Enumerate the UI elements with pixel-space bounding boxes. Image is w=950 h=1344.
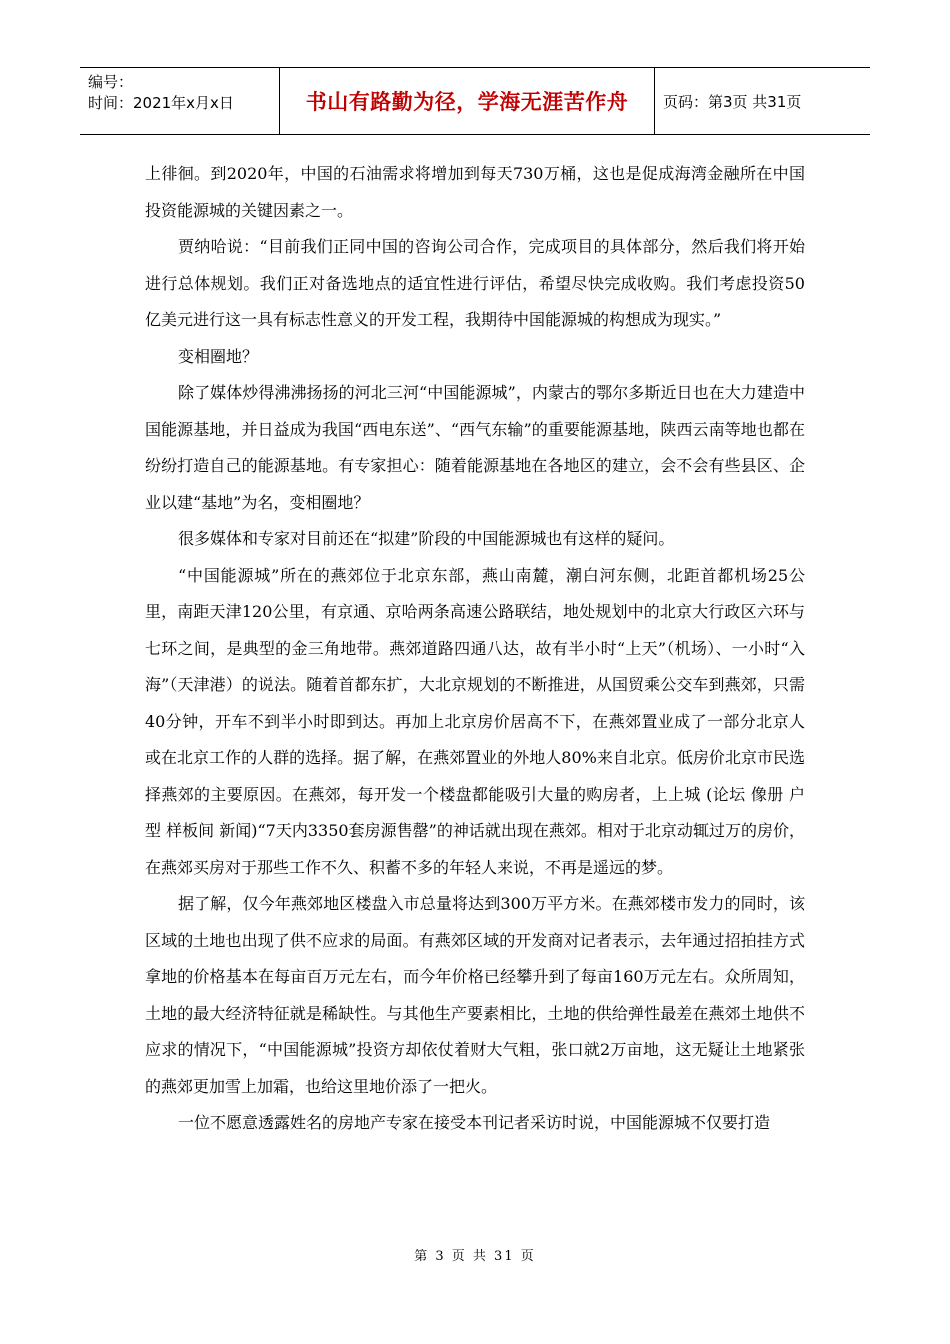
paragraph: 贾纳哈说：“目前我们正同中国的咨询公司合作，完成项目的具体部分，然后我们将开始进行总体规划。我们正对备选地点的适宜性进行评估，希望尽快完成收购。我们考虑投资50亿美元进行这一具有标志性意义的开发工程，我期待中国能源城的构想成为现实。”: [145, 237, 805, 329]
header-page-cell: [655, 68, 870, 134]
header-page-code: 页码：第3页 共31页: [663, 92, 802, 111]
paragraph: 很多媒体和专家对目前还在“拟建”阶段的中国能源城也有这样的疑问。: [178, 529, 675, 548]
document-date: 时间：2021年x月x日: [88, 94, 234, 112]
page-header: [80, 67, 870, 135]
document-number: 编号：: [88, 73, 134, 91]
paragraph: 一位不愿意透露姓名的房地产专家在接受本刊记者采访时说，中国能源城不仅要打造: [178, 1113, 771, 1132]
paragraph: 据了解，仅今年燕郊地区楼盘入市总量将达到300万平方米。在燕郊楼市发力的同时，该区域的土地也出现了供不应求的局面。有燕郊区域的开发商对记者表示，去年通过招拍挂方式拿地的价格基本在每亩百万元左右，而今年价格已经攀升到了每亩160万元左右。众所周知，土地的最大经济特征就是稀缺性。与其他生产要素相比，土地的供给弹性最差在燕郊土地供不应求的情况下，“中国能源城”投资方却依仗着财大气粗，张口就2万亩地，这无疑让土地紧张的燕郊更加雪上加霜，也给这里地价添了一把火。: [145, 894, 805, 1096]
header-motto-cell: [280, 68, 655, 134]
paragraph: 除了媒体炒得沸沸扬扬的河北三河“中国能源城”，内蒙古的鄂尔多斯近日也在大力建造中国能源基地，并日益成为我国“西电东送”、“西气东输”的重要能源基地，陕西云南等地也都在纷纷打造自己的能源基地。有专家担心：随着能源基地在各地区的建立，会不会有些县区、企业以建“基地”为名，变相圈地？: [145, 383, 805, 512]
paragraph: “中国能源城”所在的燕郊位于北京东部，燕山南麓，潮白河东侧，北距首都机场25公里，南距天津120公里，有京通、京哈两条高速公路联结，地处规划中的北京大行政区六环与七环之间，是典型的金三角地带。燕郊道路四通八达，故有半小时“上天”（机场）、一小时“入海”（天津港）的说法。随着首都东扩，大北京规划的不断推进，从国贸乘公交车到燕郊，只需40分钟，开车不到半小时即到达。再加上北京房价居高不下，在燕郊置业成了一部分北京人或在北京工作的人群的选择。据了解，在燕郊置业的外地人80%来自北京。低房价北京市民选择燕郊的主要原因。在燕郊，每开发一个楼盘都能吸引大量的购房者，上上城 (论坛 像册 户型 样板间 新闻)“7天内3350套房源售罄”的神话就出现在燕郊。相对于北京动辄过万的房价，在燕郊买房对于那些工作不久、积蓄不多的年轻人来说，不再是遥远的梦。: [145, 565, 805, 877]
header-meta: [80, 68, 280, 134]
page-footer: 第 3 页 共 31 页: [414, 1249, 536, 1264]
header-motto: 书山有路勤为径，学海无涯苦作舟: [305, 90, 629, 114]
document-body: [145, 156, 805, 1142]
paragraph: 上徘徊。到2020年，中国的石油需求将增加到每天730万桶，这也是促成海湾金融所在中国投资能源城的关键因素之一。: [145, 164, 805, 220]
section-heading: 变相圈地？: [178, 346, 259, 366]
